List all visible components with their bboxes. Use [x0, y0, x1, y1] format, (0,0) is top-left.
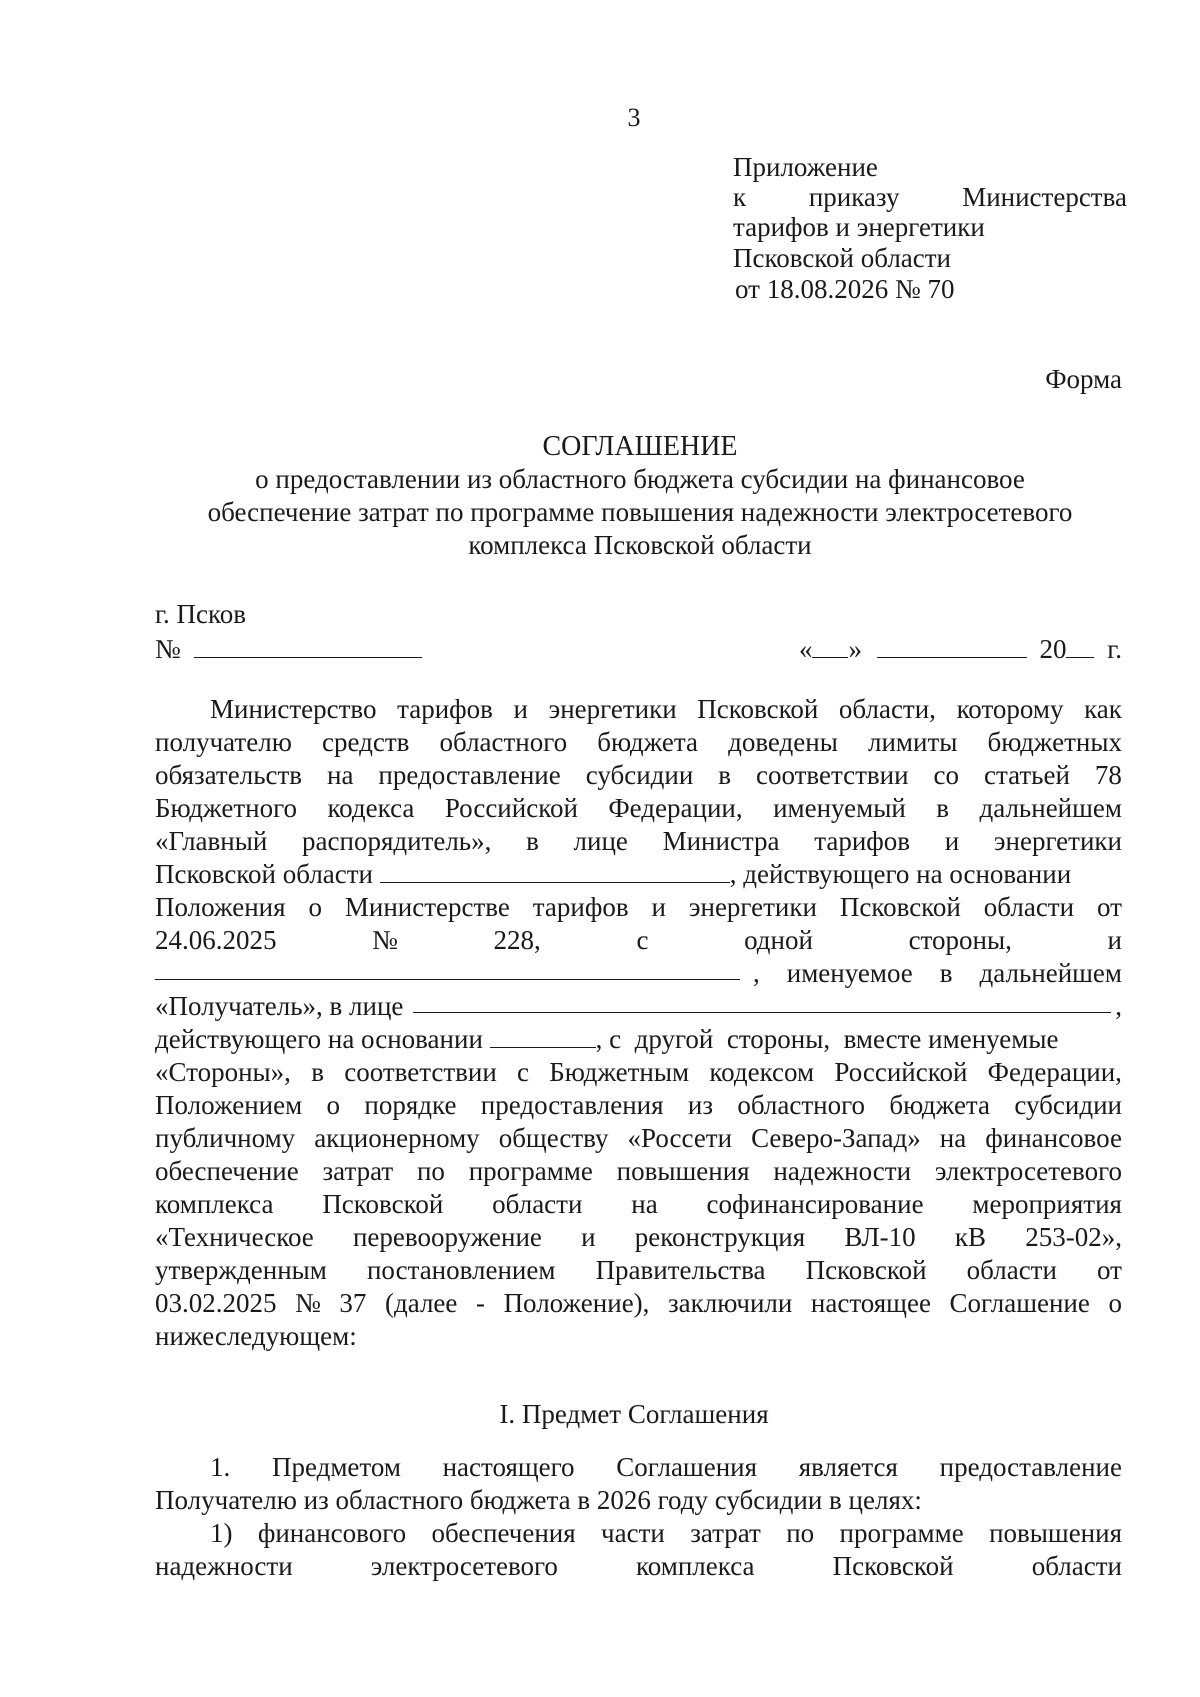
word: Псковской: [832, 1551, 954, 1581]
word: электросетевого: [370, 1551, 558, 1581]
word: от: [1097, 1255, 1122, 1285]
word: со: [933, 760, 959, 790]
word: статьей: [983, 760, 1070, 790]
word: как: [1084, 694, 1122, 724]
number-label: №: [155, 634, 181, 664]
preamble-line: [155, 990, 1122, 1023]
representative-blank: [413, 990, 1111, 1013]
year-blank: [1066, 637, 1094, 658]
word: затрат: [322, 1156, 394, 1186]
preamble-line: [155, 759, 1122, 792]
word: надежности: [155, 1551, 293, 1581]
preamble-line: [155, 924, 1122, 957]
word: субсидии: [1014, 1090, 1122, 1120]
word: средств: [321, 727, 410, 757]
preamble-line: [155, 1122, 1122, 1155]
word: кВ: [954, 1222, 986, 1252]
paragraph-line: [155, 1451, 1122, 1484]
word: повышения: [989, 1518, 1122, 1548]
preamble-text: , действующего на основании: [729, 859, 1072, 889]
word: именуемый: [773, 793, 906, 823]
preamble-line: [155, 957, 1122, 990]
preamble-line: [155, 1023, 1122, 1056]
word: предоставление: [939, 1452, 1122, 1482]
word: и: [1107, 925, 1122, 955]
word: в: [526, 826, 539, 856]
appendix-line-3: тарифов и энергетики: [733, 212, 985, 242]
preamble-line: [155, 1287, 1122, 1320]
word: реконструкция: [634, 1222, 806, 1252]
preamble-line: [155, 792, 1122, 825]
year-prefix: 20: [1039, 634, 1067, 664]
word: «Главный: [155, 826, 268, 856]
preamble-line: [155, 1254, 1122, 1287]
title-sub-1: о предоставлении из областного бюджета субсидии на финансовое: [255, 464, 1025, 494]
word: Российской: [444, 793, 578, 823]
page-number: 3: [627, 103, 641, 132]
word: финансовое: [985, 1123, 1122, 1153]
preamble-text: «Получатель», в лице: [155, 991, 404, 1021]
word: и: [513, 694, 528, 724]
word: мероприятия: [972, 1189, 1122, 1219]
word: 37: [339, 1288, 367, 1318]
word: и: [581, 1222, 596, 1252]
word: ВЛ-10: [844, 1222, 916, 1252]
word: от: [1096, 892, 1122, 922]
preamble-line: [155, 726, 1122, 759]
basis-blank: [490, 1027, 596, 1048]
paragraph-line: Получателю из областного бюджета в 2026 году субсидии в целях:: [155, 1485, 922, 1515]
word: электросетевого: [934, 1156, 1122, 1186]
word: области,: [838, 694, 936, 724]
word: с: [517, 1057, 530, 1087]
word: №: [372, 925, 398, 955]
preamble-text: , именуемое в дальнейшем: [753, 958, 1122, 988]
word: кодексом: [709, 1057, 815, 1087]
paragraph-line: [155, 1517, 1122, 1550]
word: предоставление: [378, 760, 561, 790]
place: г. Псков: [155, 599, 247, 629]
word: по: [786, 1518, 815, 1548]
word: «Техническое: [155, 1222, 314, 1252]
word: областного: [737, 1090, 866, 1120]
section-heading: I. Предмет Соглашения: [499, 1399, 769, 1429]
word: (далее: [385, 1288, 458, 1318]
word: настоящее: [810, 1288, 931, 1318]
word: тарифов: [397, 694, 493, 724]
word: бюджета: [889, 1090, 991, 1120]
word: получателю: [155, 727, 292, 757]
word: 1): [210, 1518, 233, 1548]
word: дальнейшем: [979, 793, 1122, 823]
word: Министра: [662, 826, 780, 856]
number-blank: [194, 637, 422, 658]
word: Правительства: [595, 1255, 766, 1285]
word: финансового: [257, 1518, 407, 1548]
word: тарифов: [532, 892, 629, 922]
word: в: [936, 793, 950, 823]
word: публичному: [155, 1123, 296, 1153]
word: одной: [744, 925, 813, 955]
word: повышения: [616, 1156, 750, 1186]
preamble-line: [155, 1089, 1122, 1122]
appendix-line-2: [733, 182, 1127, 213]
word: надежности: [773, 1156, 912, 1186]
word: о: [326, 1090, 341, 1120]
word: акционерному: [314, 1123, 480, 1153]
word: Соглашение: [949, 1288, 1090, 1318]
word: №: [295, 1288, 321, 1318]
word: области: [1031, 1551, 1122, 1581]
word: из: [687, 1090, 714, 1120]
word: программе: [468, 1156, 593, 1186]
word: обществу: [498, 1123, 609, 1153]
word: Псковской: [697, 694, 819, 724]
word: которому: [956, 694, 1064, 724]
word: Положение),: [503, 1288, 650, 1318]
preamble-text: действующего на основании: [155, 1024, 483, 1054]
word: перевооружение: [352, 1222, 542, 1252]
word: 03.02.2025: [155, 1288, 277, 1318]
word: обязательств: [155, 760, 303, 790]
word: 1.: [210, 1452, 231, 1482]
word: областного: [439, 727, 568, 757]
word: предоставления: [480, 1090, 664, 1120]
word: с: [636, 925, 649, 955]
word: Бюджетного: [155, 793, 297, 823]
preamble-line: [155, 858, 1122, 891]
word: обеспечение: [155, 1156, 299, 1186]
word: распорядитель»,: [302, 826, 492, 856]
word: Северо-Запад»: [751, 1123, 921, 1153]
word: на: [631, 1189, 658, 1219]
word: бюджета: [597, 727, 698, 757]
word: 253-02»,: [1025, 1222, 1122, 1252]
word: к: [733, 182, 747, 212]
date-open-quote: «: [798, 634, 813, 664]
word: на: [939, 1123, 967, 1153]
document-title: [120, 430, 1160, 562]
preamble-line: нижеследующем:: [155, 1321, 357, 1351]
word: является: [798, 1452, 898, 1482]
word: Псковской: [805, 1255, 927, 1285]
year-suffix: г.: [1107, 634, 1122, 664]
month-blank: [877, 637, 1027, 658]
word: в: [311, 1057, 324, 1087]
paragraph-line: [155, 1550, 1122, 1583]
word: комплекса: [155, 1189, 274, 1219]
word: доведены: [728, 727, 838, 757]
title-main: СОГЛАШЕНИЕ: [542, 431, 738, 462]
preamble-line: [155, 825, 1122, 858]
word: приказу: [808, 182, 900, 212]
word: по: [416, 1156, 445, 1186]
word: области: [966, 1255, 1057, 1285]
preamble-text: Псковской области: [155, 859, 374, 889]
word: программе: [839, 1518, 964, 1548]
word: кодекса: [327, 793, 415, 823]
word: настоящего: [442, 1452, 575, 1482]
word: заключили: [668, 1288, 793, 1318]
word: Псковской: [839, 892, 961, 922]
word: тарифов: [814, 826, 911, 856]
word: -: [475, 1288, 485, 1318]
title-sub-2: обеспечение затрат по программе повышения надежности электросетевого: [207, 497, 1073, 527]
word: энергетики: [993, 826, 1122, 856]
word: Министерство: [210, 694, 377, 724]
word: порядке: [364, 1090, 457, 1120]
word: и: [944, 826, 960, 856]
word: субсидии: [585, 760, 694, 790]
word: энергетики: [548, 694, 677, 724]
appendix-line-5: от 18.08.2026 № 70: [735, 274, 955, 304]
word: Положением: [155, 1090, 303, 1120]
word: Положения: [155, 892, 286, 922]
word: Федерации,: [987, 1057, 1122, 1087]
word: софинансирование: [706, 1189, 924, 1219]
word: в: [718, 760, 732, 790]
word: соответствии: [344, 1057, 497, 1087]
preamble-line: [155, 891, 1122, 924]
preamble-line: [155, 1155, 1122, 1188]
date-close-quote: »: [848, 634, 862, 664]
preamble: [155, 693, 1122, 1353]
word: утвержденным: [155, 1255, 327, 1285]
word: комплекса: [636, 1551, 755, 1581]
word: «Россети: [627, 1123, 733, 1153]
word: лице: [573, 826, 628, 856]
minister-name-blank: [380, 862, 730, 883]
word: Федерации,: [608, 793, 743, 823]
title-sub-3: комплекса Псковской области: [468, 530, 812, 560]
word: Соглашения: [616, 1452, 758, 1482]
word: 78: [1094, 760, 1122, 790]
agreement-date: [799, 634, 1122, 665]
word: стороны,: [908, 925, 1012, 955]
word: энергетики: [688, 892, 817, 922]
word: на: [327, 760, 354, 790]
word: Бюджетным: [549, 1057, 690, 1087]
word: лимиты: [868, 727, 958, 757]
preamble-line: [155, 1056, 1122, 1089]
word: и: [651, 892, 666, 922]
day-blank: [812, 637, 848, 658]
word: Министерства: [962, 182, 1127, 212]
word: области: [492, 1189, 583, 1219]
word: 228,: [493, 925, 541, 955]
word: затрат: [690, 1518, 761, 1548]
form-label: Форма: [1045, 364, 1122, 394]
word: Псковской: [322, 1189, 444, 1219]
section-1-body: [155, 1451, 1122, 1583]
preamble-line: [155, 1221, 1122, 1254]
word: Российской: [834, 1057, 968, 1087]
word: части: [601, 1518, 665, 1548]
appendix-line-4: Псковской области: [733, 243, 952, 273]
word: о: [1108, 1288, 1122, 1318]
appendix-line-1: Приложение: [733, 152, 878, 182]
word: соответствии: [755, 760, 909, 790]
preamble-text: ,: [1115, 991, 1122, 1021]
preamble-text: , с другой стороны, вместе именуемые: [595, 1024, 1059, 1054]
word: постановлением: [366, 1255, 556, 1285]
preamble-line: [155, 693, 1122, 726]
recipient-name-blank: [155, 957, 740, 980]
word: 24.06.2025: [155, 925, 277, 955]
agreement-number: [155, 634, 422, 665]
word: Предметом: [271, 1452, 401, 1482]
word: Министерстве: [344, 892, 510, 922]
word: области: [983, 892, 1075, 922]
word: «Стороны»,: [155, 1057, 291, 1087]
word: бюджетных: [987, 727, 1122, 757]
word: обеспечения: [431, 1518, 576, 1548]
preamble-line: [155, 1188, 1122, 1221]
word: о: [308, 892, 322, 922]
